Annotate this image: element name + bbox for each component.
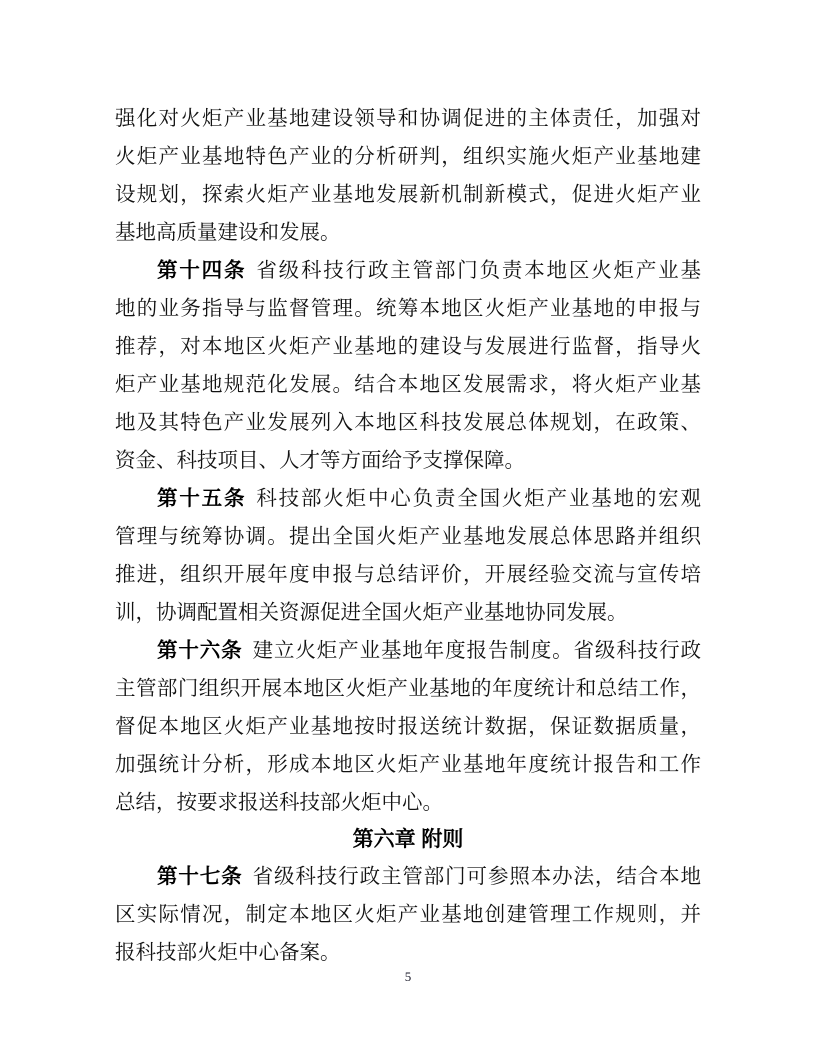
line-text: 炬产业基地规范化发展。结合本地区发展需求，将火炬产业基 bbox=[115, 374, 701, 396]
chapter-heading: 第六章 附则 bbox=[352, 828, 464, 851]
line-text: 总结，按要求报送科技部火炬中心。 bbox=[115, 792, 443, 814]
line-text: 省级科技行政主管部门可参照本办法，结合本地 bbox=[252, 866, 702, 888]
text-line bbox=[115, 328, 701, 366]
line-text: 地的业务指导与监督管理。统筹本地区火炬产业基地的申报与 bbox=[115, 298, 701, 320]
text-line bbox=[115, 594, 701, 632]
document-body bbox=[115, 100, 701, 972]
text-line bbox=[115, 670, 701, 708]
line-text: 管理与统筹协调。提出全国火炬产业基地发展总体思路并组织 bbox=[115, 526, 701, 548]
text-line bbox=[115, 100, 701, 138]
text-line bbox=[115, 632, 701, 670]
line-text: 建立火炬产业基地年度报告制度。省级科技行政 bbox=[252, 640, 702, 662]
text-line bbox=[115, 442, 701, 480]
line-text: 科技部火炬中心负责全国火炬产业基地的宏观 bbox=[256, 488, 702, 510]
line-text: 训，协调配置相关资源促进全国火炬产业基地协同发展。 bbox=[115, 602, 628, 624]
line-text: 加强统计分析，形成本地区火炬产业基地年度统计报告和工作 bbox=[115, 754, 701, 776]
line-text: 资金、科技项目、人才等方面给予支撑保障。 bbox=[115, 450, 525, 472]
text-line bbox=[115, 404, 701, 442]
text-line bbox=[115, 138, 701, 176]
article-number: 第十五条 bbox=[157, 487, 247, 510]
text-line bbox=[115, 290, 701, 328]
line-text: 设规划，探索火炬产业基地发展新机制新模式，促进火炬产业 bbox=[115, 184, 701, 206]
line-text: 推进，组织开展年度申报与总结评价，开展经验交流与宣传培 bbox=[115, 564, 701, 586]
line-text: 报科技部火炬中心备案。 bbox=[115, 942, 341, 964]
text-line bbox=[115, 518, 701, 556]
text-line bbox=[115, 366, 701, 404]
text-line bbox=[115, 214, 701, 252]
line-text: 省级科技行政主管部门负责本地区火炬产业基 bbox=[256, 260, 702, 282]
page-footer bbox=[0, 968, 816, 986]
line-text: 地及其特色产业发展列入本地区科技发展总体规划，在政策、 bbox=[115, 412, 701, 434]
line-text: 主管部门组织开展本地区火炬产业基地的年度统计和总结工作， bbox=[115, 678, 701, 700]
text-line bbox=[115, 708, 701, 746]
article-number: 第十七条 bbox=[157, 865, 243, 888]
text-line bbox=[115, 176, 701, 214]
text-line bbox=[115, 556, 701, 594]
article-number: 第十六条 bbox=[157, 639, 243, 662]
text-line bbox=[115, 480, 701, 518]
line-text: 强化对火炬产业基地建设领导和协调促进的主体责任，加强对 bbox=[115, 108, 701, 130]
text-line bbox=[115, 896, 701, 934]
line-text: 区实际情况，制定本地区火炬产业基地创建管理工作规则，并 bbox=[115, 904, 701, 926]
line-text: 督促本地区火炬产业基地按时报送统计数据，保证数据质量， bbox=[115, 716, 701, 738]
text-line bbox=[115, 784, 701, 822]
page-number: 5 bbox=[404, 969, 412, 984]
text-line bbox=[115, 252, 701, 290]
text-line bbox=[115, 934, 701, 972]
line-text: 基地高质量建设和发展。 bbox=[115, 222, 341, 244]
article-number: 第十四条 bbox=[157, 259, 247, 282]
line-text: 火炬产业基地特色产业的分析研判，组织实施火炬产业基地建 bbox=[115, 146, 701, 168]
line-text: 推荐，对本地区火炬产业基地的建设与发展进行监督，指导火 bbox=[115, 336, 701, 358]
text-line bbox=[115, 746, 701, 784]
text-line bbox=[115, 858, 701, 896]
